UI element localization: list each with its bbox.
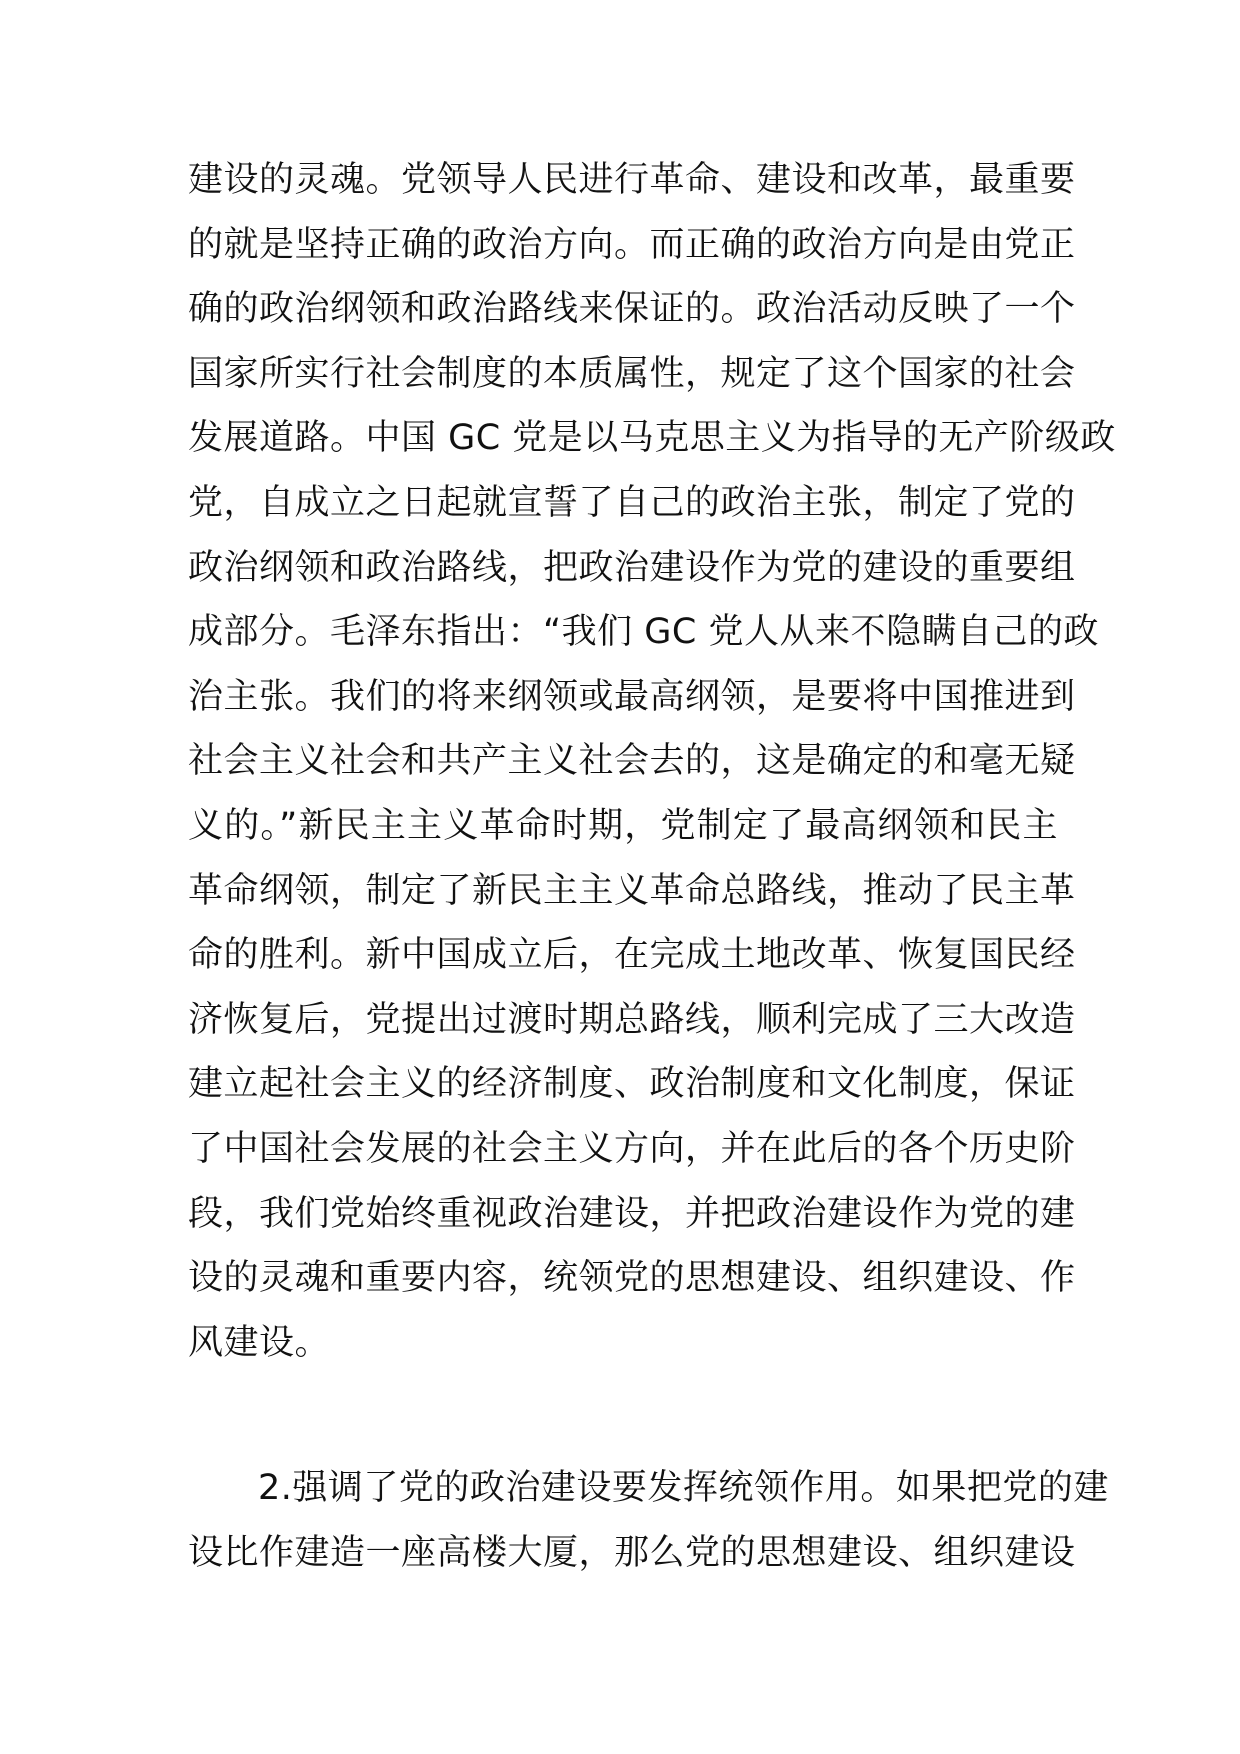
paragraph-line: 建设的灵魂。党领导人民进行革命、建设和改革，最重要 <box>188 160 1076 200</box>
paragraph-line: 国家所实行社会制度的本质属性，规定了这个国家的社会 <box>188 353 1076 394</box>
paragraph-line: 了中国社会发展的社会主义方向，并在此后的各个历史阶 <box>188 1128 1076 1169</box>
paragraph-line: 发展道路。中国 GC 党是以马克思主义为指导的无产阶级政 <box>188 418 1116 459</box>
paragraph-line: 设的灵魂和重要内容，统领党的思想建设、组织建设、作 <box>188 1258 1076 1299</box>
paragraph-line: 治主张。我们的将来纲领或最高纲领，是要将中国推进到 <box>188 676 1076 717</box>
paragraph-line: 设比作建造一座高楼大厦，那么党的思想建设、组织建设 <box>188 1532 1076 1573</box>
paragraph-line: 建立起社会主义的经济制度、政治制度和文化制度，保证 <box>188 1064 1076 1105</box>
paragraph-line: 确的政治纲领和政治路线来保证的。政治活动反映了一个 <box>188 289 1076 330</box>
paragraph-line: 政治纲领和政治路线，把政治建设作为党的建设的重要组 <box>188 547 1076 588</box>
paragraph-line: 义的。”新民主主义革命时期，党制定了最高纲领和民主 <box>188 805 1058 846</box>
paragraph-line: 成部分。毛泽东指出：“我们 GC 党人从来不隐瞒自己的政 <box>188 612 1099 653</box>
paragraph-line: 段，我们党始终重视政治建设，并把政治建设作为党的建 <box>188 1193 1076 1234</box>
paragraph-1 <box>188 148 1116 1375</box>
paragraph-line: 2.强调了党的政治建设要发挥统领作用。如果把党的建 <box>258 1468 1109 1508</box>
paragraph-2 <box>188 1456 1109 1585</box>
paragraph-line: 社会主义社会和共产主义社会去的，这是确定的和毫无疑 <box>188 741 1076 782</box>
paragraph-line: 命的胜利。新中国成立后，在完成土地改革、恢复国民经 <box>188 935 1076 976</box>
paragraph-line: 革命纲领，制定了新民主主义革命总路线，推动了民主革 <box>188 870 1076 911</box>
paragraph-line: 的就是坚持正确的政治方向。而正确的政治方向是由党正 <box>188 224 1076 265</box>
paragraph-line: 党，自成立之日起就宣誓了自己的政治主张，制定了党的 <box>188 482 1076 523</box>
paragraph-line: 济恢复后，党提出过渡时期总路线，顺利完成了三大改造 <box>188 999 1076 1040</box>
paragraph-line: 风建设。 <box>188 1322 331 1363</box>
